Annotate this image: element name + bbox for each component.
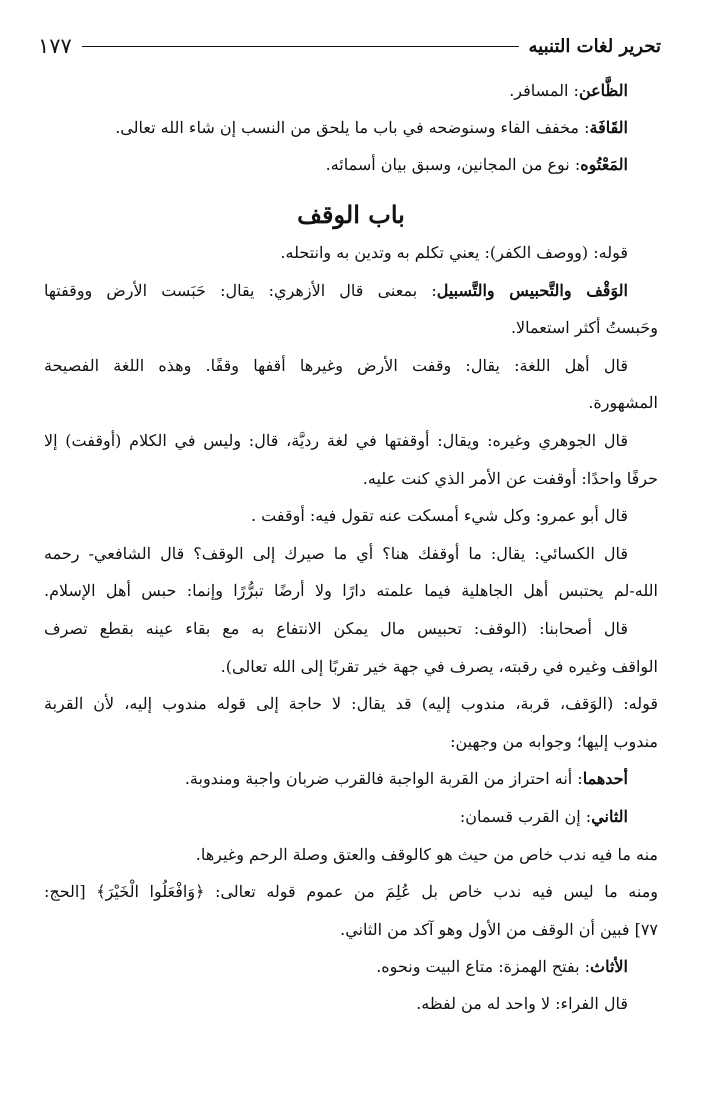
text-line: منه ما فيه ندب خاص من حيث هو كالوقف والعتق وصلة الرحم وغيرها. — [195, 845, 658, 864]
text-line: القَافَة: مخفف الفاء وسنوضحه في باب ما يلحق من النسب إن شاء الله تعالى. — [115, 118, 628, 137]
text-line: قال أصحابنا: (الوقف: تحبيس مال يمكن الانتفاع به مع بقاء عينه بقطع تصرف — [44, 619, 628, 638]
text-line: الوَقْف والتَّحبيس والتَّسبيل: بمعنى قال الأزهري: يقال: حَبَست الأرض ووقفتها — [44, 281, 628, 300]
text-line: قال الجوهري وغيره: ويقال: أوقفتها في لغة رديَّة، قال: وليس في الكلام (أوقفت) إلا — [44, 431, 628, 450]
text-line: الواقف وغيره في رقبته، يصرف في جهة خير تقربًا إلى الله تعالى). — [220, 657, 658, 676]
text-line: وحَبستُ أكثر استعمالا. — [510, 318, 658, 337]
text-line: قوله: (ووصف الكفر): يعني تكلم به وتدين به وانتحله. — [280, 243, 628, 262]
text-line: قال أبو عمرو: وكل شيء أمسكت عنه تقول فيه: أوقفت . — [250, 506, 628, 525]
text-line: قوله: (الوَقف، قربة، مندوب إليه) قد يقال: لا حاجة إلى قوله مندوب إليه، لأن القربة — [44, 694, 658, 713]
text-line: قال أهل اللغة: يقال: وقفت الأرض وغيرها أقفها وقفًا. وهذه اللغة الفصيحة — [44, 356, 628, 375]
text-line: قال الفراء: لا واحد له من لفظه. — [416, 994, 628, 1013]
page-number: ١٧٧ — [38, 34, 72, 58]
page-header — [38, 31, 661, 61]
text-line: ومنه ما ليس فيه ندب خاص بل عُلِمَ من عموم قوله تعالى: ﴿وَافْعَلُوا الْخَيْرَ﴾ [الحج: — [44, 882, 658, 901]
text-line: قال الكسائي: يقال: ما أوقفك هنا؟ أي ما صيرك إلى الوقف؟ قال الشافعي- رحمه — [44, 544, 628, 563]
text-line: حرفًا واحدًا: أوقفت عن الأمر الذي كنت عليه. — [362, 469, 658, 488]
header-rule — [82, 46, 519, 47]
chapter-title: باب الوقف — [297, 200, 405, 229]
text-line: مندوب إليها؛ وجوابه من وجهين: — [450, 732, 658, 751]
running-title: تحرير لغات التنبيه — [528, 35, 661, 57]
text-line: ٧٧] فبين أن الوقف من الأول وهو آكد من الثاني. — [340, 920, 658, 939]
text-line: المَعْتُوه: نوع من المجانين، وسبق بيان أسمائه. — [325, 155, 628, 174]
text-line: أحدهما: أنه احتراز من القربة الواجبة فالقرب ضربان واجبة ومندوبة. — [184, 769, 628, 788]
text-line: الظَّاعن: المسافر. — [509, 81, 628, 100]
text-line: المشهورة. — [588, 393, 658, 412]
text-line: الله-لم يحتبس أهل الجاهلية فيما علمته دارًا ولا أرضًا تبرُّرًا وإنما: حبس أهل الإسلام. — [44, 581, 658, 600]
text-line: الثاني: إن القرب قسمان: — [459, 807, 628, 826]
text-line: الأثاث: بفتح الهمزة: متاع البيت ونحوه. — [376, 957, 628, 976]
